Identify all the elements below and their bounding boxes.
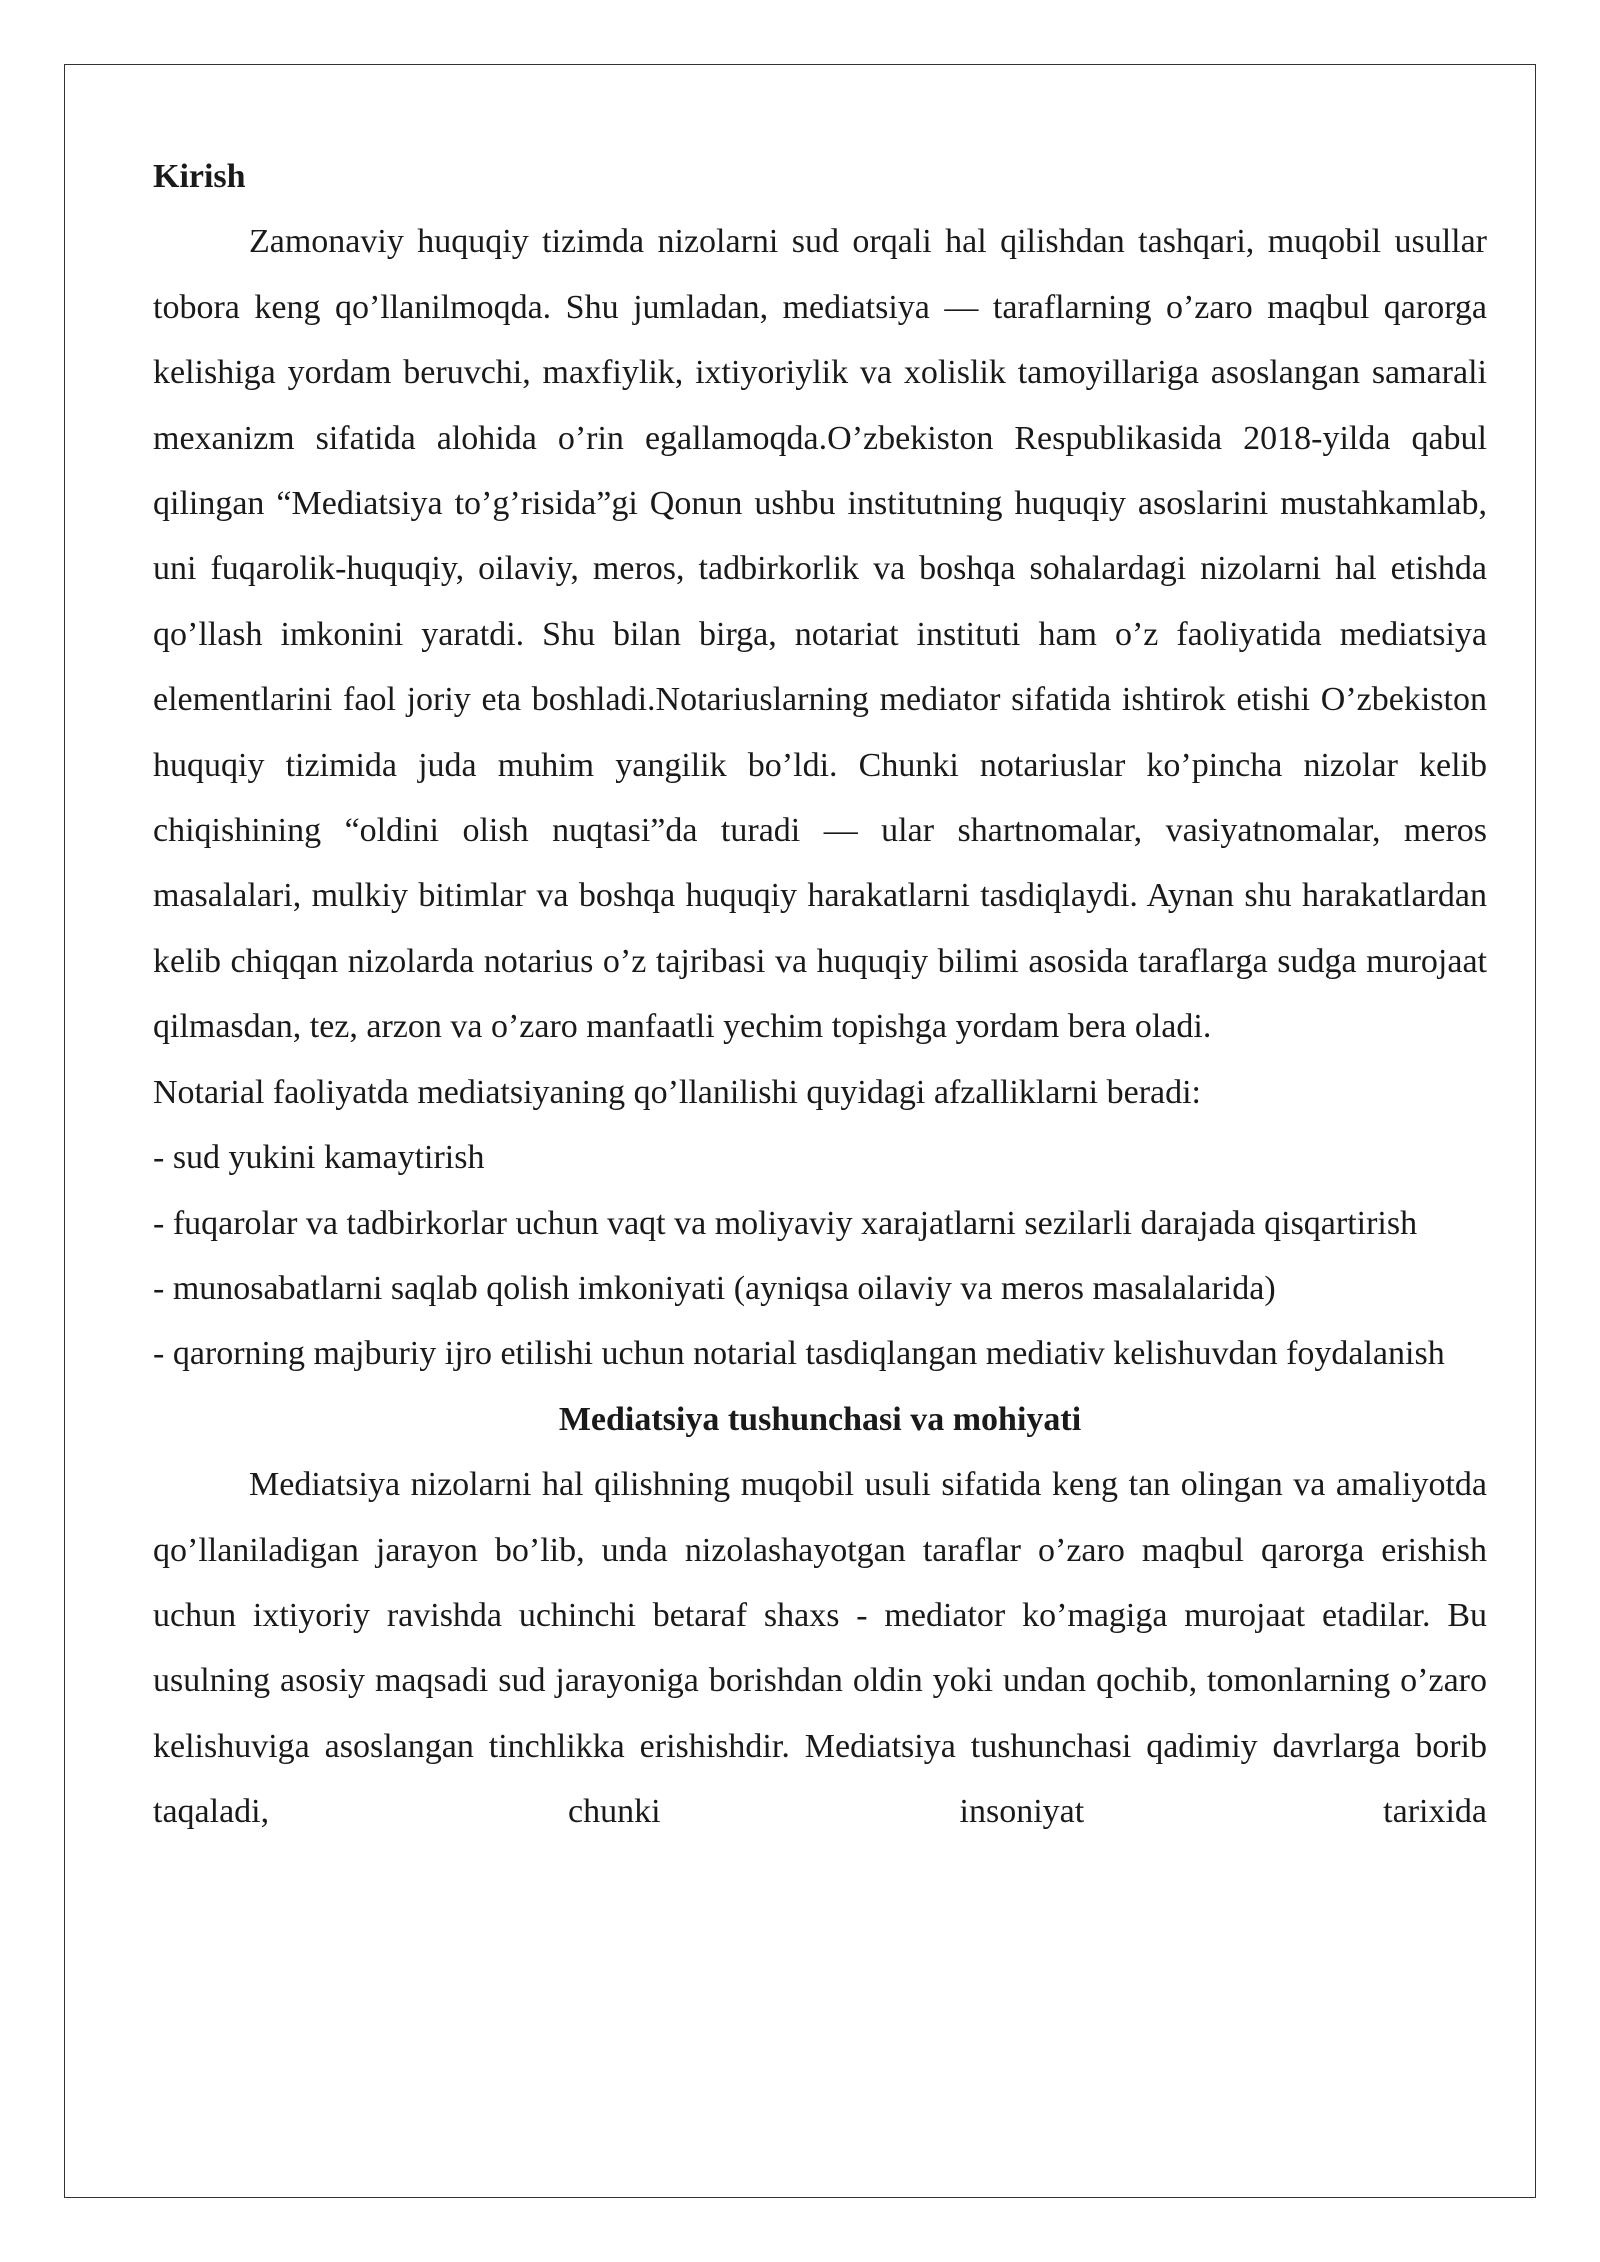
- advantage-item: - munosabatlarni saqlab qolish imkoniyati (ayniqsa oilaviy va meros masalalarida): [153, 1269, 1276, 1307]
- advantage-item: - fuqarolar va tadbirkorlar uchun vaqt va moliyaviy xarajatlarni sezilarli darajada qisqartirish: [153, 1204, 1418, 1242]
- heading-intro: Kirish: [153, 158, 246, 195]
- section-paragraph: Mediatsiya nizolarni hal qilishning muqobil usuli sifatida keng tan olingan va amaliyotda qo’llaniladigan jarayon bo’lib, unda nizolashayotgan taraflar o’zaro maqbul qarorga erishish uchun ixtiyoriy ravishda uchinchi betaraf shaxs - mediator ko’magiga murojaat etadilar. Bu usulning asosiy maqsadi sud jarayoniga borishdan oldin yoki undan qochib, tomonlarning o’zaro kelishuviga asoslangan tinchlikka erishishdir. Mediatsiya tushunchasi qadimiy davrlarga borib taqaladi, chunki insoniyat tarixida: [153, 1466, 1487, 1831]
- heading-section: Mediatsiya tushunchasi va mohiyati: [558, 1400, 1082, 1438]
- intro-paragraph: Zamonaviy huquqiy tizimda nizolarni sud orqali hal qilishdan tashqari, muqobil usullar tobora keng qo’llanilmoqda. Shu jumladan, mediatsiya — taraflarning o’zaro maqbul qarorga kelishiga yordam beruvchi, maxfiylik, ixtiyoriylik va xolislik tamoyillariga asoslangan samarali mexanizm sifatida alohida o’rin egallamoqda.O’zbekiston Respublikasida 2018-yilda qabul qilingan “Mediatsiya to’g’risida”gi Qonun ushbu institutning huquqiy asoslarini mustahkamlab, uni fuqarolik-huquqiy, oilaviy, meros, tadbirkorlik va boshqa sohalardagi nizolarni hal etishda qo’llash imkonini yaratdi. Shu bilan birga, notariat instituti ham o’z faoliyatida mediatsiya elementlarini faol joriy eta boshladi.Notariuslarning mediator sifatida ishtirok etishi O’zbekiston huquqiy tizimida juda muhim yangilik bo’ldi. Chunki notariuslar ko’pincha nizolar kelib chiqishining “oldini olish nuqtasi”da turadi — ular shartnomalar, vasiyatnomalar, meros masalalari, mulkiy bitimlar va boshqa huquqiy harakatlarni tasdiqlaydi. Aynan shu harakatlardan kelib chiqqan nizolarda notarius o’z tajribasi va huquqiy bilimi asosida taraflarga sudga murojaat qilmasdan, tez, arzon va o’zaro manfaatli yechim topishga yordam bera oladi.: [153, 223, 1487, 1046]
- document-body: [153, 144, 1487, 1845]
- advantages-intro: Notarial faoliyatda mediatsiyaning qo’llanilishi quyidagi afzalliklarni beradi:: [153, 1073, 1202, 1111]
- advantage-item: - sud yukini kamaytirish: [153, 1139, 485, 1177]
- advantage-item: - qarorning majburiy ijro etilishi uchun notarial tasdiqlangan mediativ kelishuvdan foydalanish: [153, 1335, 1445, 1373]
